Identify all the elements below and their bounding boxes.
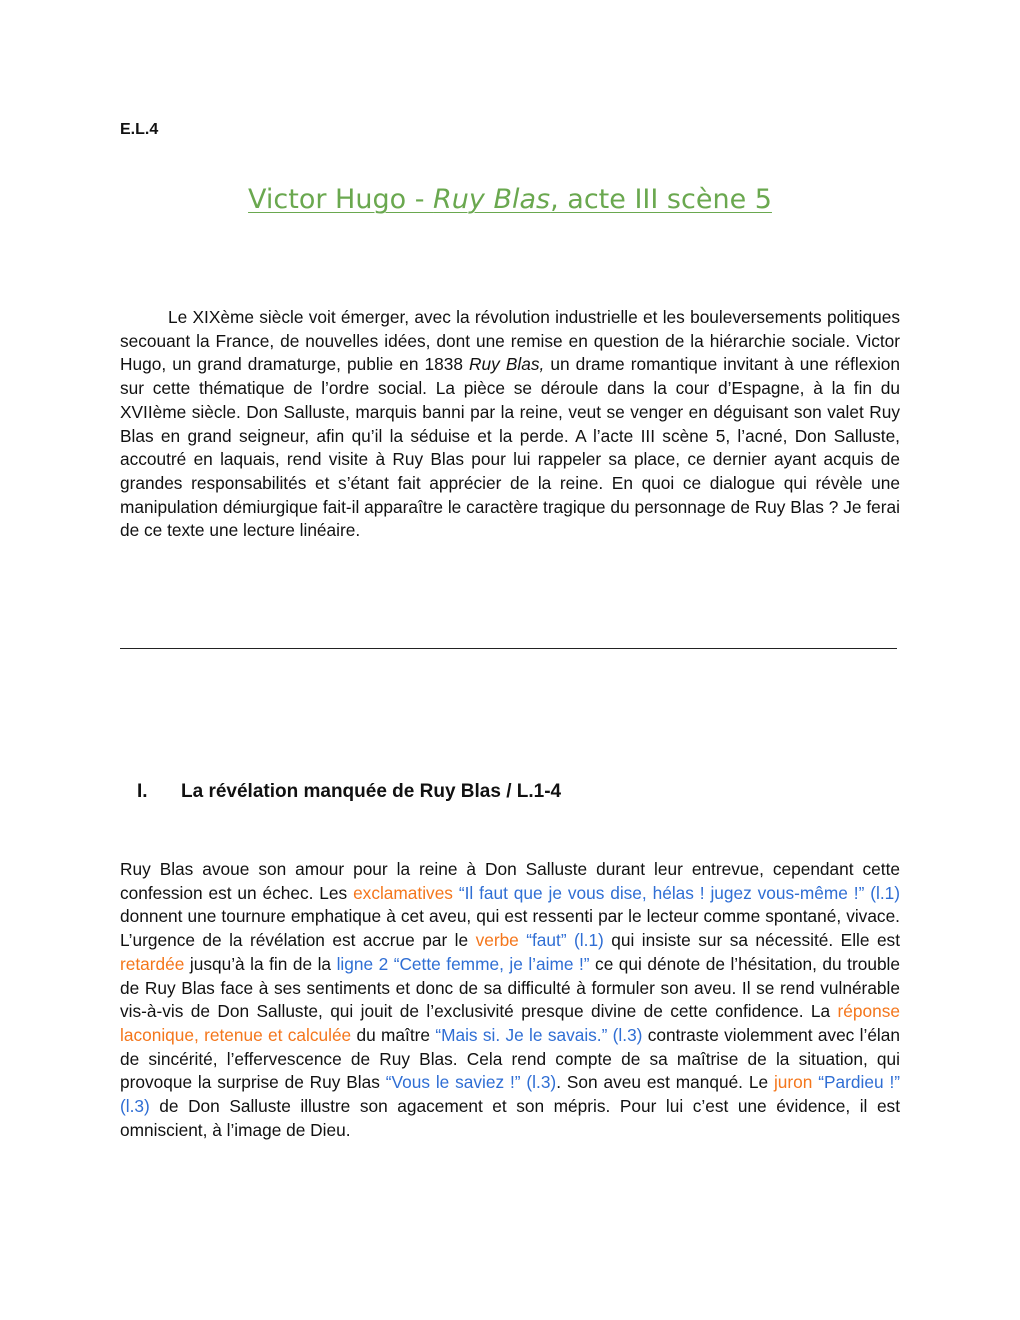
section-title: La révélation manquée de Ruy Blas / L.1-4: [181, 781, 562, 802]
intro-text: un drame romantique invitant à une réflexion sur cette thématique de l’ordre social. La pièce se déroule dans la cour d’Espagne, à la fin du XVIIème siècle. Don Salluste, marquis banni par la reine, veut se venger en déguisant son valet Ruy Blas en grand seigneur, afin qu’il la séduise et la perde. A l’acte III scène 5, l’acné, Don Salluste, accoutré en laquais, rend visite à Ruy Blas pour lui rappeler sa place, ce dernier ayant acquis de grandes responsabilités et s’étant fait apprécier de la reine. En quoi ce dialogue qui révèle une manipulation démiurgique fait-il apparaître le caractère tragique du personnage de Ruy Blas ? Je ferai de ce texte une lecture linéaire.: [120, 354, 901, 541]
quote-highlight: “Il faut que je vous dise, hélas ! jugez vous-même !” (l.1): [452, 882, 900, 903]
analysis-text: donnent une tournure emphatique à cet aveu, qui est ressenti par le lecteur comme spontané, vivace. L’urgence de la révélation est accrue par le: [120, 906, 900, 951]
document-label: E.L.4: [120, 121, 159, 138]
title-prefix: Victor Hugo -: [248, 184, 434, 215]
quote-highlight: “Pardieu !” (l.3): [120, 1072, 901, 1117]
title-work: Ruy Blas: [433, 184, 551, 215]
analysis-text: contraste violemment avec l’élan de sincérité, l’effervescence de Ruy Blas. Cela rend compte de sa maîtrise de la situation, qui provoque la surprise de Ruy Blas: [120, 1024, 900, 1093]
figure-highlight: réponse laconique, retenue et calculée: [120, 1001, 900, 1045]
quote-highlight: “faut” (l.1): [518, 930, 604, 951]
analysis-text: de Don Salluste illustre son agacement et son mépris. Pour lui c’est une évidence, il est omniscient, à l’image de Dieu.: [120, 1096, 900, 1140]
analysis-paragraph: [120, 858, 900, 1142]
intro-work-title: Ruy Blas,: [469, 354, 545, 375]
figure-highlight: exclamatives: [353, 882, 453, 903]
section-number: I.: [137, 781, 148, 802]
title-suffix: , acte III scène 5: [550, 184, 772, 215]
quote-highlight: “Mais si. Je le savais.” (l.3): [435, 1024, 643, 1045]
separator-line: [120, 648, 897, 649]
analysis-text: jusqu’à la fin de la: [184, 953, 337, 974]
intro-text: Le XIXème siècle voit émerger, avec la révolution industrielle et les bouleversements politiques secouant la France, de nouvelles idées, dont une remise en question de la hiérarchie sociale. Victor Hugo, un grand dramaturge, publie en 1838: [120, 307, 900, 375]
analysis-text: Ruy Blas avoue son amour pour la reine à Don Salluste durant leur entrevue, cependant cette confession est un échec. Les: [120, 859, 900, 903]
figure-highlight: juron: [773, 1072, 813, 1093]
document-title: [120, 184, 900, 215]
figure-highlight: retardée: [120, 953, 185, 974]
analysis-text: du maître: [351, 1024, 436, 1045]
quote-highlight: “Vous le saviez !” (l.3): [385, 1072, 557, 1093]
introduction-paragraph: [120, 306, 900, 543]
analysis-text: ce qui dénote de l’hésitation, du trouble de Ruy Blas face à ses sentiments et donc de sa difficulté à formuler son aveu. Il se rend vulnérable vis-à-vis de Don Salluste, qui jouit de l’exclusivité presque divine de cette confidence. La: [120, 953, 900, 1022]
analysis-text: . Son aveu est manqué. Le: [556, 1072, 774, 1093]
section-heading: [137, 781, 561, 803]
quote-highlight: ligne 2 “Cette femme, je l’aime !”: [336, 953, 590, 974]
analysis-text: qui insiste sur sa nécessité. Elle est: [603, 930, 900, 951]
figure-highlight: verbe: [475, 930, 519, 951]
